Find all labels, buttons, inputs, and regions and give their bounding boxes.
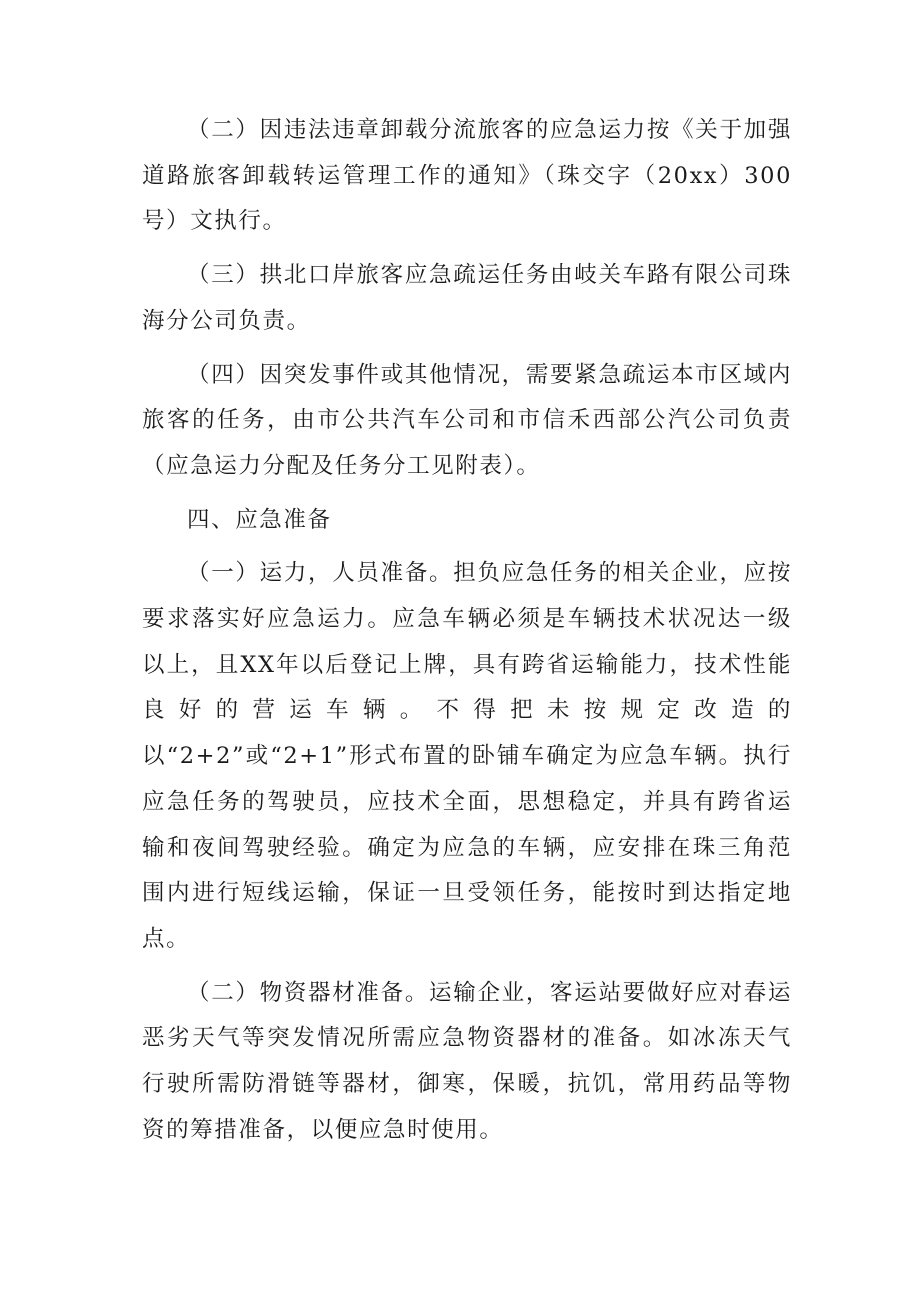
paragraph-unloading-transfer: （二）因违法违章卸载分流旅客的应急运力按《关于加强道路旅客卸载转运管理工作的通知》（珠交字（20xx）300号）文执行。 xyxy=(142,117,792,235)
document-body xyxy=(142,108,792,1161)
paragraph-vehicle-personnel-preparation: （一）运力，人员准备。担负应急任务的相关企业，应按要求落实好应急运力。应急车辆必须是车辆技术状况达一级以上，且XX年以后登记上牌，具有跨省运输能力，技术性能良好的营运车辆。不得把未按规定改造的以“2+2”或“2+1”形式布置的卧铺车确定为应急车辆。执行应急任务的驾驶员，应技术全面，思想稳定，并具有跨省运输和夜间驾驶经验。确定为应急的车辆，应安排在珠三角范围内进行短线运输，保证一旦受领任务，能按时到达指定地点。 xyxy=(142,560,792,952)
paragraph-materials-preparation: （二）物资器材准备。运输企业，客运站要做好应对春运恶劣天气等突发情况所需应急物资器材的准备。如冰冻天气行驶所需防滑链等器材，御寒，保暖，抗饥，常用药品等物资的筹措准备，以便应急时使用。 xyxy=(142,979,792,1143)
paragraph-emergency-events: （四）因突发事件或其他情况，需要紧急疏运本市区域内旅客的任务，由市公共汽车公司和市信禾西部公汽公司负责（应急运力分配及任务分工见附表）。 xyxy=(142,361,792,479)
paragraph-gongbei-port: （三）拱北口岸旅客应急疏运任务由岐关车路有限公司珠海分公司负责。 xyxy=(142,262,792,334)
section-heading-emergency-preparation: 四、应急准备 xyxy=(187,506,332,533)
